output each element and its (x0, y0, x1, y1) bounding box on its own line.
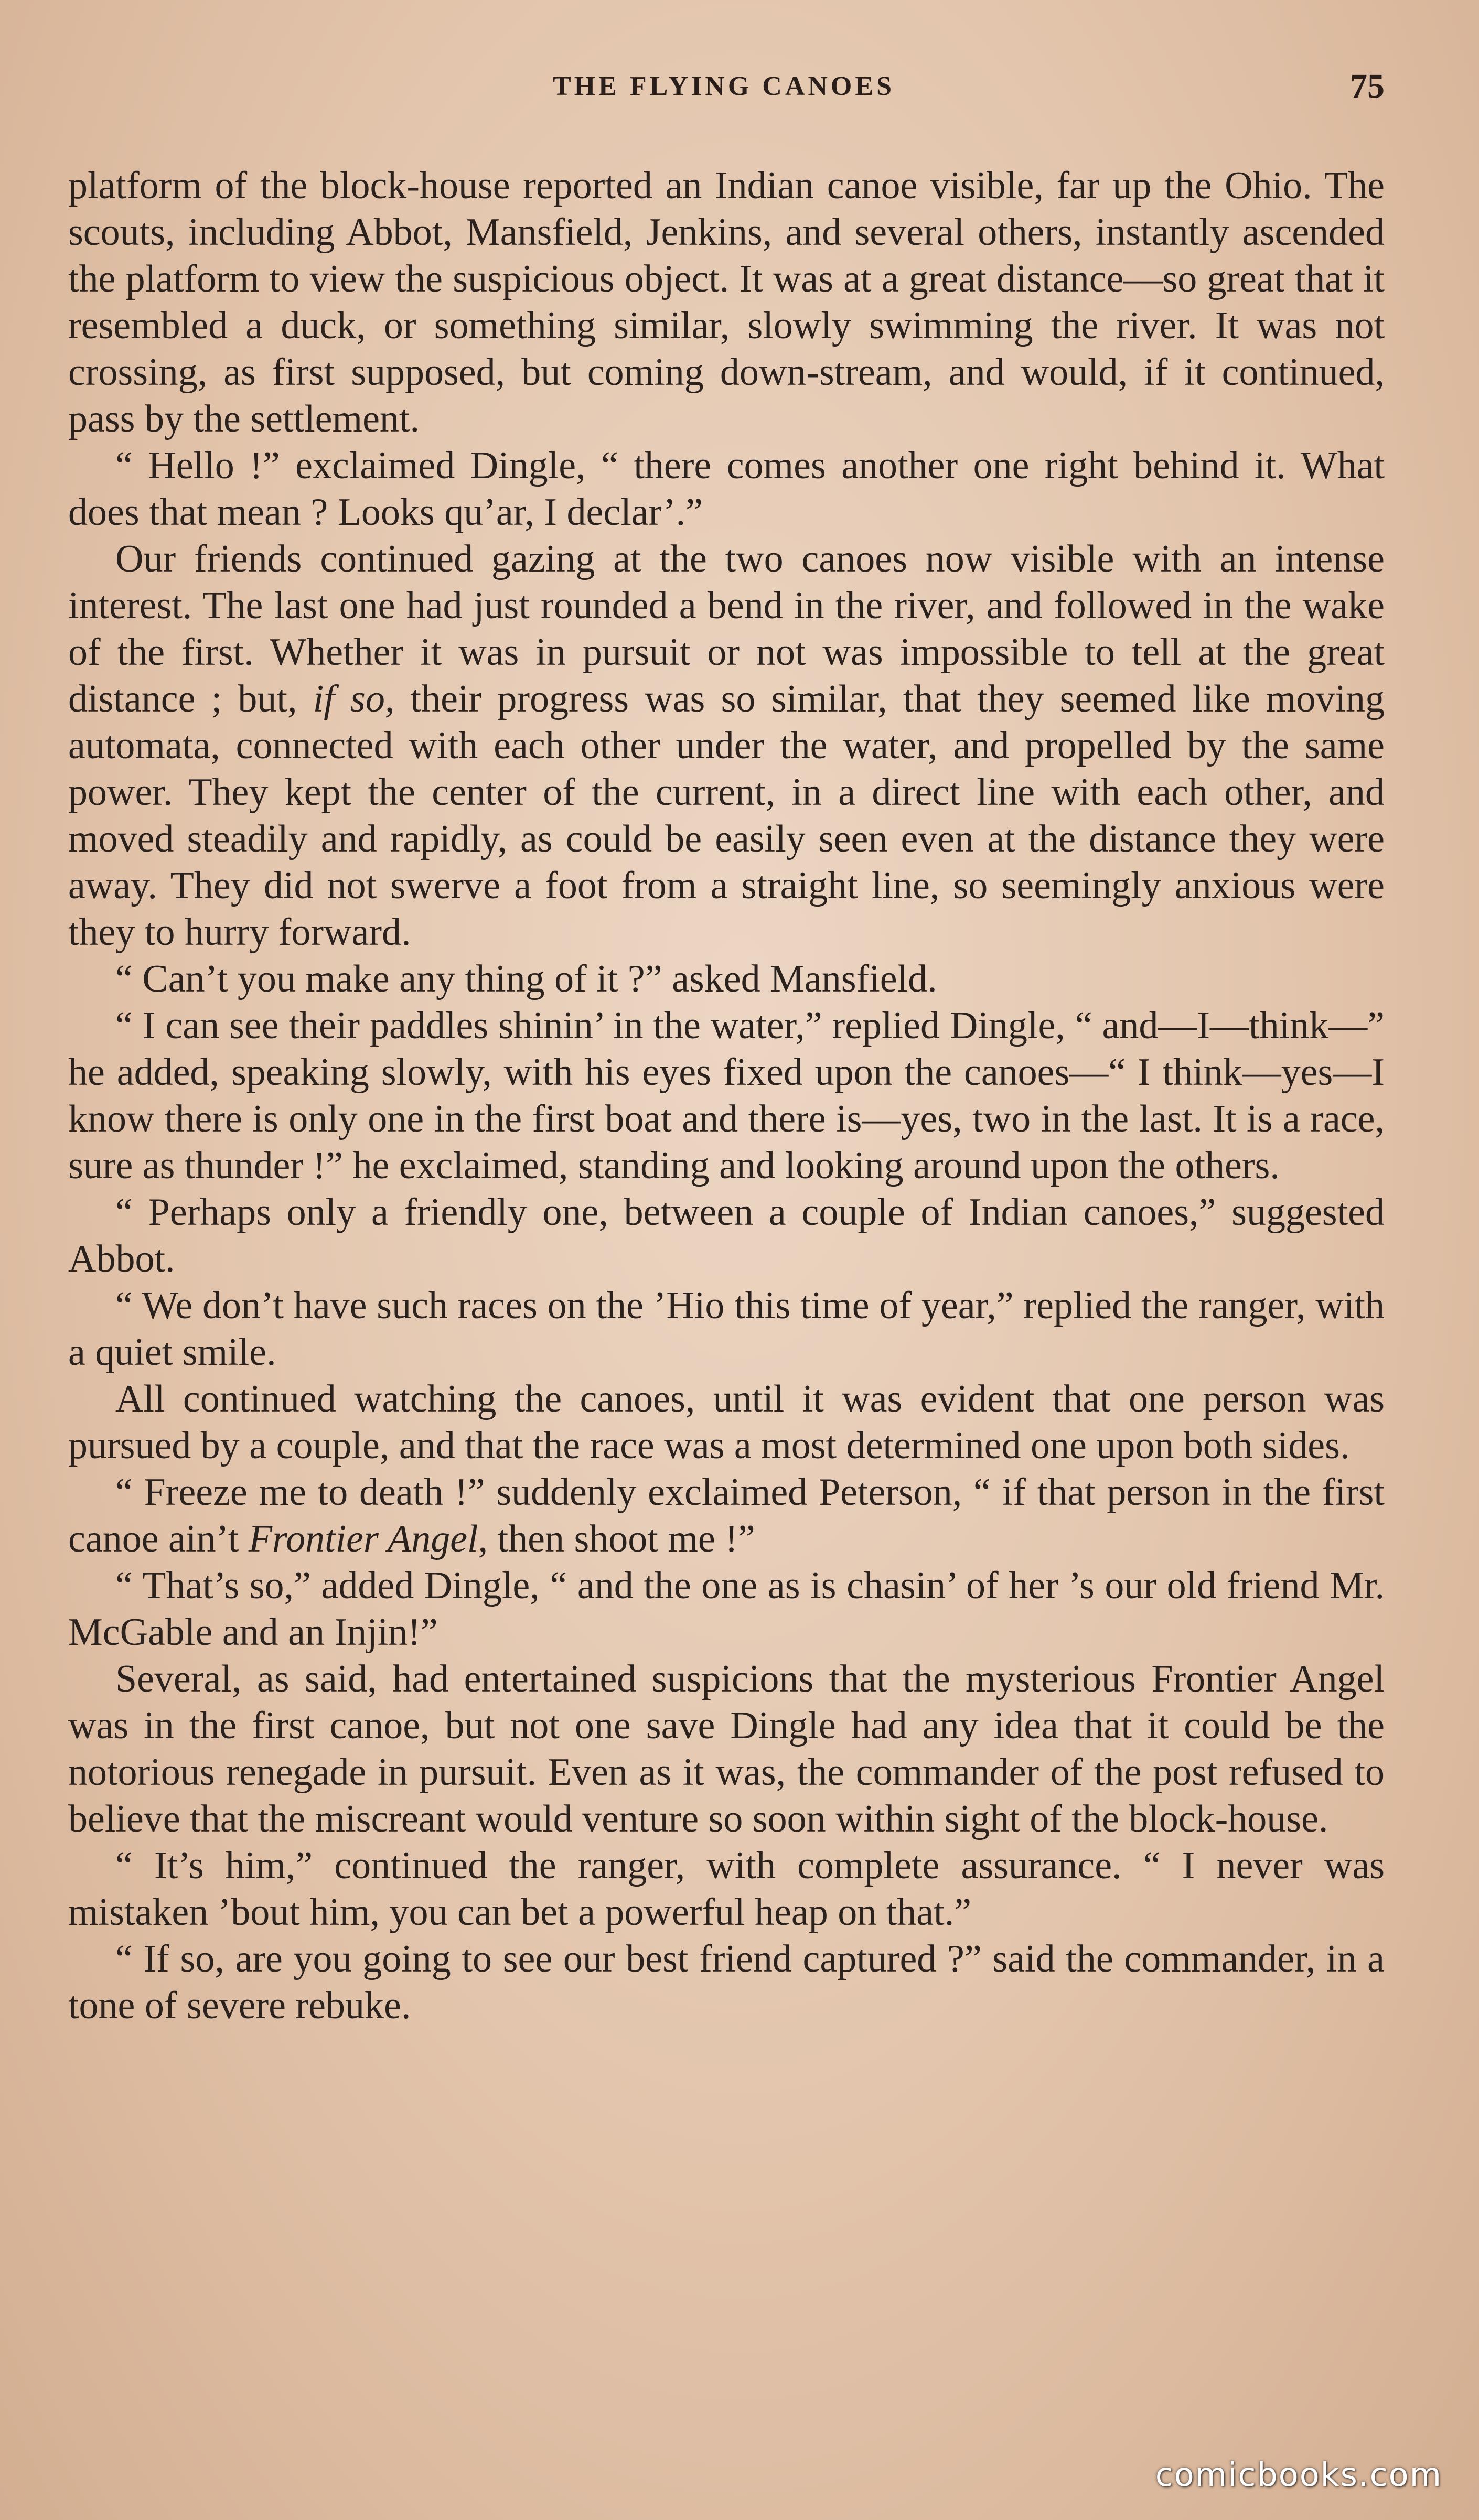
paragraph-12: “ It’s him,” continued the ranger, with complete assurance. “ I never was mistaken ’bout him, you can bet a powerful heap on that.” (68, 1844, 1385, 1934)
paragraph-7: “ We don’t have such races on the ’Hio this time of year,” replied the ranger, with a quiet smile. (68, 1284, 1385, 1374)
running-head (63, 67, 1385, 113)
italic-frontier-angel: Frontier Angel (248, 1517, 478, 1560)
paragraph-9 (68, 1469, 1385, 1563)
paragraph-13: “ If so, are you going to see our best friend captured ?” said the commander, in a tone of severe rebuke. (68, 1937, 1385, 2027)
paragraph-11: Several, as said, had entertained suspicions that the mysterious Frontier Angel was in the first canoe, but not one save Dingle had any idea that it could be the notorious renegade in pursuit. Even as it was, the commander of the post refused to believe that the miscreant would venture so soon within sight of the block-house. (68, 1657, 1385, 1840)
paragraph-1: platform of the block-house reported an Indian canoe visible, far up the Ohio. The scouts, including Abbot, Mansfield, Jenkins, and several others, instantly ascended the platform to view the suspicious object. It was at a great distance—so great that it resembled a duck, or something similar, slowly swimming the river. It was not crossing, as first supposed, but coming down-stream, and would, if it continued, pass by the settlement. (68, 164, 1385, 440)
watermark: comicbooks.com (1155, 2456, 1442, 2494)
paragraph-5: “ I can see their paddles shinin’ in the water,” replied Dingle, “ and—I—think—” he added, speaking slowly, with his eyes fixed upon the canoes—“ I think—yes—I know there is only one in the first boat and there is—yes, two in the last. It is a race, sure as thunder !” he exclaimed, standing and looking around upon the others. (68, 1004, 1385, 1187)
italic-if-so: if so, (313, 677, 395, 720)
chapter-title: THE FLYING CANOES (553, 71, 895, 101)
paragraph-2: “ Hello !” exclaimed Dingle, “ there comes another one right behind it. What does that mean ? Looks qu’ar, I declar’.” (68, 444, 1385, 534)
paragraph-8: All continued watching the canoes, until it was evident that one person was pursued by a couple, and that the race was a most determined one upon both sides. (68, 1377, 1385, 1467)
paragraph-9-rest: , then shoot me !” (478, 1517, 755, 1560)
paragraph-6: “ Perhaps only a friendly one, between a couple of Indian canoes,” suggested Abbot. (68, 1191, 1385, 1280)
body-text (68, 163, 1385, 2029)
paragraph-4: “ Can’t you make any thing of it ?” asked Mansfield. (115, 957, 937, 1000)
page-number: 75 (1350, 67, 1385, 105)
paragraph-10: “ That’s so,” added Dingle, “ and the one as is chasin’ of her ’s our old friend Mr. McGable and an Injin!” (68, 1564, 1385, 1654)
paragraph-3 (68, 536, 1385, 956)
paragraph-3-rest: their progress was so similar, that they seemed like moving automata, connected with each other under the water, and propelled by the same power. They kept the center of the current, in a direct line with each other, and moved steadily and rapidly, as could be easily seen even at the distance they were away. They did not swerve a foot from a straight line, so seemingly anxious were they to hurry forward. (68, 677, 1385, 954)
paragraph-9-start: “ Freeze me to death !” suddenly exclaimed Peterson, “ if that person in the first canoe ain’t (68, 1471, 1385, 1560)
paragraph-3-start: Our friends continued gazing at the two canoes now visible with an intense interest. The last one had just rounded a bend in the river, and followed in the wake of the first. Whether it was in pursuit or not was impossible to tell at the great distance ; but, (68, 537, 1385, 720)
